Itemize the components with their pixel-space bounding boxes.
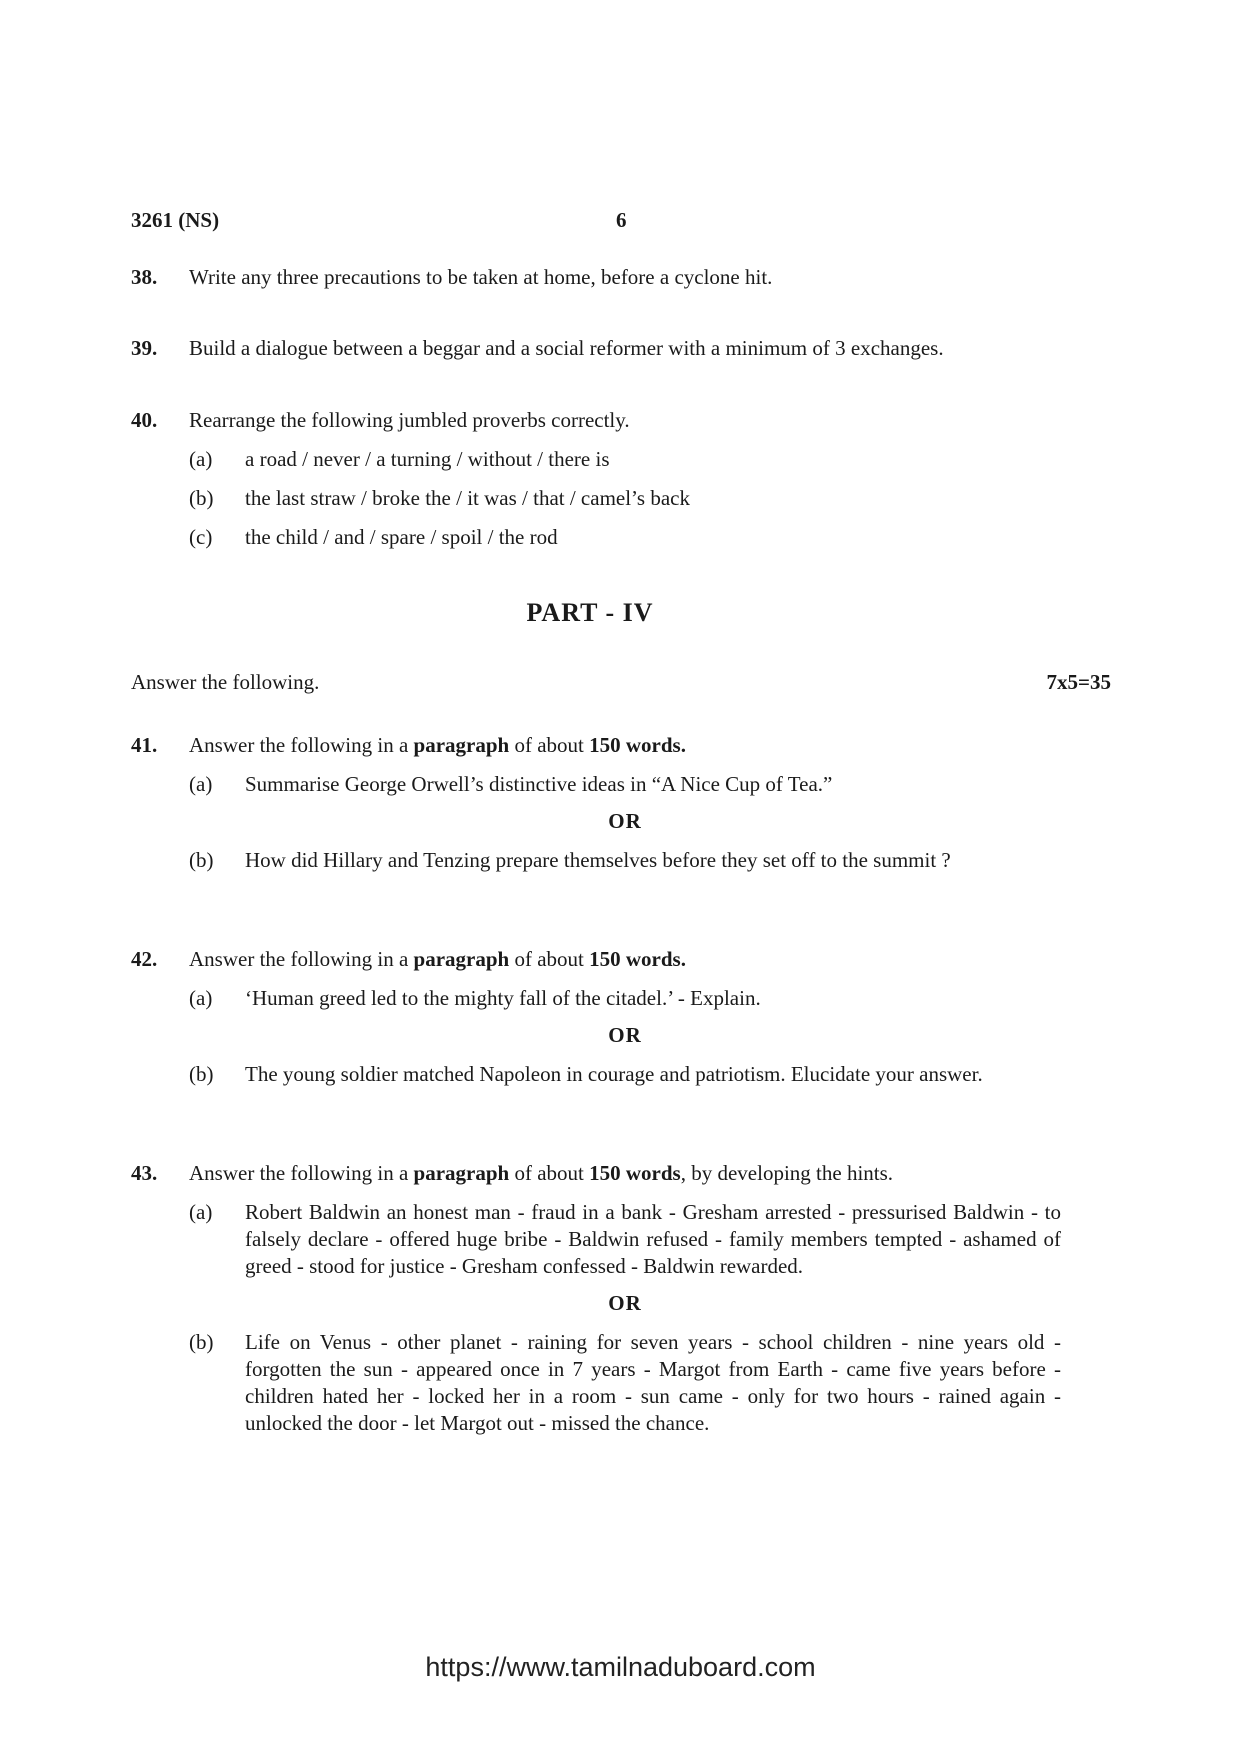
option-a bbox=[131, 1199, 1061, 1280]
question-text-part: of about bbox=[509, 947, 590, 971]
question-42 bbox=[131, 946, 1061, 1088]
question-text-part: of about bbox=[509, 1161, 590, 1185]
option-text: the child / and / spare / spoil / the rod bbox=[245, 525, 558, 549]
question-text bbox=[189, 732, 1061, 759]
option-label: (b) bbox=[189, 486, 214, 510]
question-text: Build a dialogue between a beggar and a social reformer with a minimum of 3 exchanges. bbox=[189, 336, 944, 360]
option-text: The young soldier matched Napoleon in courage and patriotism. Elucidate your answer. bbox=[245, 1062, 983, 1086]
option-text: the last straw / broke the / it was / that / camel’s back bbox=[245, 486, 690, 510]
paper-code: 3261 (NS) bbox=[131, 208, 220, 232]
question-text-part: , by developing the hints. bbox=[680, 1161, 894, 1185]
question-emphasis: paragraph bbox=[413, 947, 510, 971]
option-label: (a) bbox=[189, 1200, 213, 1224]
question-number: 43. bbox=[131, 1161, 158, 1185]
question-emphasis: 150 words bbox=[589, 1161, 681, 1185]
question-text-part: Answer the following in a bbox=[189, 947, 414, 971]
question-40 bbox=[131, 407, 1061, 551]
question-number: 41. bbox=[131, 733, 158, 757]
question-emphasis: 150 words. bbox=[589, 733, 686, 757]
question-text-part: Answer the following in a bbox=[189, 733, 414, 757]
question-number: 38. bbox=[131, 265, 158, 289]
option-b bbox=[131, 1329, 1061, 1437]
question-text bbox=[189, 946, 1061, 973]
question-number: 40. bbox=[131, 408, 158, 432]
page-header bbox=[131, 208, 1111, 238]
question-emphasis: 150 words. bbox=[589, 947, 686, 971]
option-label: (a) bbox=[189, 986, 213, 1010]
question-43 bbox=[131, 1160, 1061, 1437]
or-separator: OR bbox=[608, 809, 642, 833]
or-separator: OR bbox=[608, 1291, 642, 1315]
option-label: (a) bbox=[189, 447, 213, 471]
option-label: (c) bbox=[189, 525, 213, 549]
option-label: (b) bbox=[189, 1330, 214, 1354]
option-text: Life on Venus - other planet - raining for seven years - school children - nine years old - forgotten the sun - appeared once in 7 years - Margot from Earth - came five years before - children hated her - locked her in a room - sun came - only for two hours - rained again - unlocked the door - let Margot out - missed the chance. bbox=[245, 1330, 1061, 1435]
section-instruction bbox=[131, 670, 1111, 695]
question-number: 42. bbox=[131, 947, 158, 971]
option-text: Robert Baldwin an honest man - fraud in a bank - Gresham arrested - pressurised Baldwin - to falsely declare - offered huge bribe - Baldwin refused - family members tempted - ashamed of greed - stood for justice - Gresham confessed - Baldwin rewarded. bbox=[245, 1200, 1061, 1278]
marks-allocation: 7x5=35 bbox=[1046, 670, 1111, 694]
part-heading: PART - IV bbox=[526, 598, 654, 627]
website-url: https://www.tamilnaduboard.com bbox=[425, 1652, 816, 1682]
question-emphasis: paragraph bbox=[413, 1161, 510, 1185]
question-text bbox=[189, 1160, 1061, 1187]
option-b bbox=[131, 485, 1061, 512]
page-number: 6 bbox=[616, 208, 627, 232]
option-a bbox=[131, 985, 1061, 1012]
question-38 bbox=[131, 264, 1061, 291]
option-text: Summarise George Orwell’s distinctive ideas in “A Nice Cup of Tea.” bbox=[245, 772, 833, 796]
question-number: 39. bbox=[131, 336, 158, 360]
option-label: (b) bbox=[189, 848, 214, 872]
question-text-part: Answer the following in a bbox=[189, 1161, 414, 1185]
question-39 bbox=[131, 335, 1061, 362]
option-label: (a) bbox=[189, 772, 213, 796]
option-a bbox=[131, 771, 1061, 798]
option-text: ‘Human greed led to the mighty fall of the citadel.’ - Explain. bbox=[245, 986, 761, 1010]
question-41 bbox=[131, 732, 1061, 874]
option-text: a road / never / a turning / without / there is bbox=[245, 447, 610, 471]
or-separator: OR bbox=[608, 1023, 642, 1047]
question-emphasis: paragraph bbox=[413, 733, 510, 757]
option-b bbox=[131, 1061, 1061, 1088]
option-label: (b) bbox=[189, 1062, 214, 1086]
question-text: Rearrange the following jumbled proverbs correctly. bbox=[189, 408, 630, 432]
option-c bbox=[131, 524, 1061, 551]
question-text: Write any three precautions to be taken at home, before a cyclone hit. bbox=[189, 265, 773, 289]
option-a bbox=[131, 446, 1061, 473]
question-text-part: of about bbox=[509, 733, 590, 757]
option-b bbox=[131, 847, 1061, 874]
instruction-text: Answer the following. bbox=[131, 670, 320, 694]
option-text: How did Hillary and Tenzing prepare themselves before they set off to the summit ? bbox=[245, 848, 951, 872]
